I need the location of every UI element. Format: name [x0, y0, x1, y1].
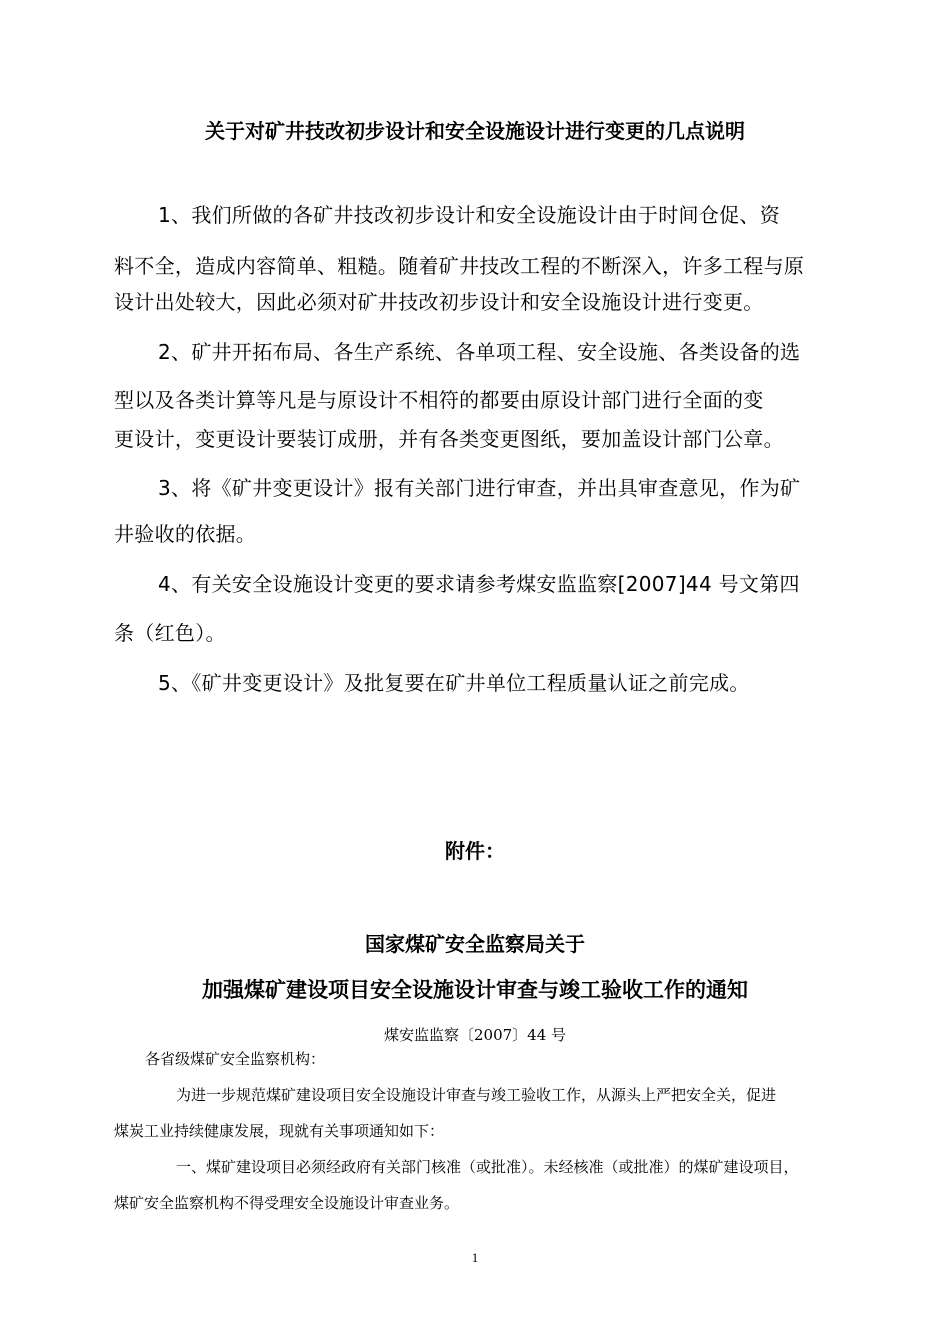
- notice-heading-2: 加强煤矿建设项目安全设施设计审查与竣工验收工作的通知: [202, 978, 748, 1002]
- para-4-line-1: 4、有关安全设施设计变更的要求请参考煤安监监察[2007]44 号文第四: [158, 572, 800, 596]
- item-1-line-1: 一、煤矿建设项目必须经政府有关部门核准（或批准）。未经核准（或批准）的煤矿建设项目，: [176, 1158, 799, 1176]
- para-2-line-1: 2、矿井开拓布局、各生产系统、各单项工程、安全设施、各类设备的选: [158, 340, 801, 364]
- para-3-line-1: 3、将《矿井变更设计》报有关部门进行审查，并出具审查意见，作为矿: [158, 476, 801, 500]
- para-4-line-2: 条（红色）。: [114, 621, 226, 645]
- document-reference-number: 煤安监监察〔2007〕44 号: [383, 1026, 567, 1044]
- notice-heading-1: 国家煤矿安全监察局关于: [365, 932, 585, 956]
- page-number: 1: [471, 1250, 479, 1265]
- para-1-line-3: 设计出处较大，因此必须对矿井技改初步设计和安全设施设计进行变更。: [114, 290, 764, 314]
- para-2-line-2: 型以及各类计算等凡是与原设计不相符的都要由原设计部门进行全面的变: [114, 388, 764, 412]
- addressee: 各省级煤矿安全监察机构：: [145, 1050, 326, 1068]
- para-3-line-2: 井验收的依据。: [114, 522, 257, 546]
- document-title: 关于对矿井技改初步设计和安全设施设计进行变更的几点说明: [205, 119, 745, 143]
- intro-line-1: 为进一步规范煤矿建设项目安全设施设计审查与竣工验收工作，从源头上严把安全关，促进: [176, 1086, 777, 1104]
- attachment-label: 附件：: [445, 839, 505, 863]
- para-1-line-1: 1、我们所做的各矿井技改初步设计和安全设施设计由于时间仓促、资: [158, 203, 781, 227]
- intro-line-2: 煤炭工业持续健康发展，现就有关事项通知如下：: [114, 1122, 445, 1140]
- item-1-line-2: 煤矿安全监察机构不得受理安全设施设计审查业务。: [114, 1194, 460, 1212]
- para-5-line-1: 5、《矿井变更设计》及批复要在矿井单位工程质量认证之前完成。: [158, 671, 750, 695]
- para-1-line-2: 料不全，造成内容简单、粗糙。随着矿井技改工程的不断深入，许多工程与原: [114, 254, 805, 278]
- para-2-line-3: 更设计，变更设计要装订成册，并有各类变更图纸，要加盖设计部门公章。: [114, 427, 784, 451]
